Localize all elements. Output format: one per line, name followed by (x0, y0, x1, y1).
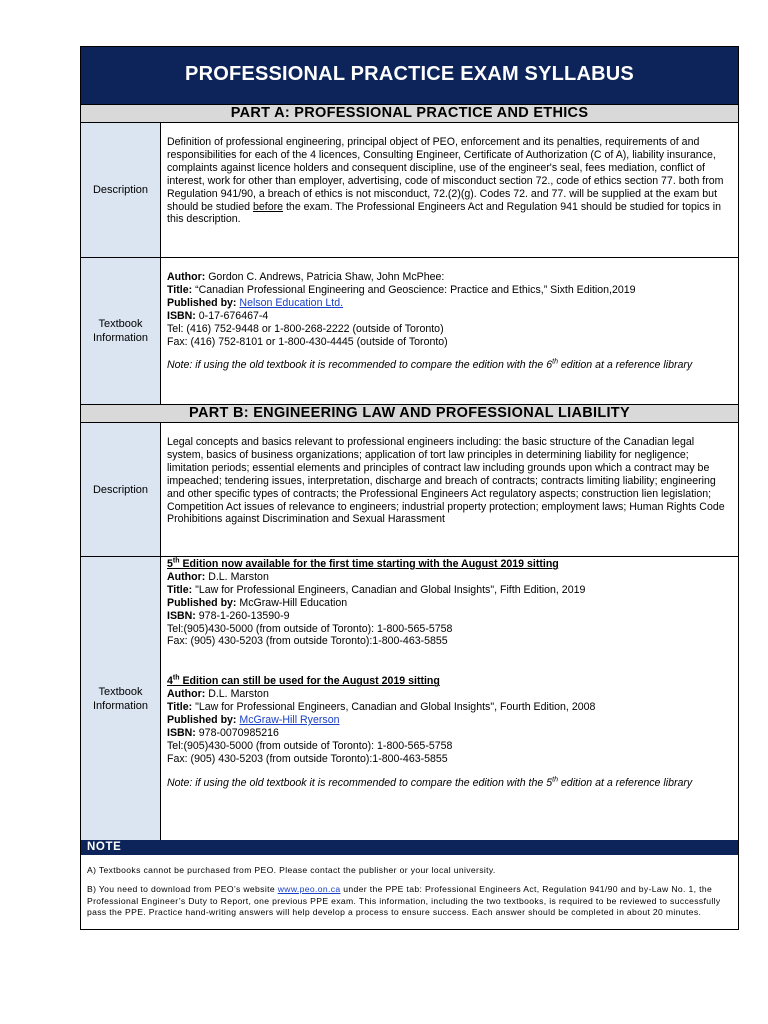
title-value: "Law for Professional Engineers, Canadian and Global Insights", Fourth Edition, 2008 (192, 701, 596, 714)
edition-note (167, 359, 732, 372)
note-item-a: A) Textbooks cannot be purchased from PEO. Please contact the publisher or your local university. (87, 865, 496, 875)
fifth-edition-heading (167, 558, 732, 571)
isbn-line (167, 727, 732, 740)
publisher-link[interactable]: McGraw-Hill Ryerson (239, 714, 340, 727)
part-b-textbook-info (161, 557, 738, 840)
part-b-header: PART B: ENGINEERING LAW AND PROFESSIONAL LIABILITY (81, 405, 738, 423)
textbook-label (81, 557, 161, 840)
author-line (167, 688, 732, 701)
part-a-header: PART A: PROFESSIONAL PRACTICE AND ETHICS (81, 104, 738, 123)
publisher-label: Published by: (167, 296, 237, 309)
note-item-b (87, 884, 732, 919)
heading-num: 4 (167, 675, 173, 688)
publisher-label: Published by: (167, 714, 237, 727)
isbn-value: 978-0070985216 (195, 726, 279, 739)
peo-website-link[interactable]: www.peo.on.ca (277, 883, 341, 894)
title-label: Title: (167, 701, 193, 714)
author-line (167, 571, 732, 584)
author-label: Author: (167, 271, 206, 283)
part-a-textbook-row (81, 258, 738, 405)
author-value: D.L. Marston (205, 570, 269, 583)
textbook-label-line2: Information (92, 332, 149, 344)
edition-note-end: edition at a reference library (557, 776, 693, 789)
author-label: Author: (167, 570, 206, 583)
fourth-edition-heading (167, 675, 732, 688)
publisher-line (167, 297, 732, 310)
textbook-label-line1: Textbook (98, 318, 143, 330)
isbn-value: 0-17-676467-4 (195, 309, 269, 322)
publisher-value: McGraw-Hill Education (236, 596, 348, 609)
edition-note-text: Note: if using the old textbook it is recommended to compare the edition with the 6 (167, 359, 553, 372)
part-b-textbook-row (81, 557, 738, 840)
title-line (167, 701, 732, 714)
note-header: NOTE (81, 840, 738, 855)
tel-line: Tel: (416) 752-9448 or 1-800-268-2222 (outside of Toronto) (167, 322, 444, 335)
edition-note-sup: th (552, 358, 558, 366)
textbook-label-line1: Textbook (98, 685, 143, 698)
isbn-label: ISBN: (167, 609, 196, 622)
note-b-text: B) You need to download from PEO’s website (87, 883, 278, 894)
author-label: Author: (167, 688, 206, 701)
title-value: “Canadian Professional Engineering and Geoscience: Practice and Ethics,” Sixth Edition,2019 (192, 283, 636, 296)
textbook-label-line2: Information (92, 699, 149, 712)
note-body (81, 855, 738, 929)
description-label: Description (81, 123, 161, 257)
part-b-description-row (81, 423, 738, 557)
edition-note-sup: th (552, 776, 558, 784)
part-b-description: Legal concepts and basics relevant to professional engineers including: the basic structure of the Canadian legal system, basics of business organizations; application of tort law principles in determining liability for negligence; limitation periods; essential elements and principles of contract law including grounds upon which a contract may be impeached; tendering issues, interpretation, discharge and breach of contracts; contracts limiting liability; engineering and other specific types of contracts; the Professional Engineers Act regulatory aspects; construction lien legislation; Competition Act issues of relevance to engineers; industrial property protection; employment laws; Human Rights Code Prohibitions against Discrimination and Sexual Harassment (167, 436, 725, 526)
title-value: "Law for Professional Engineers, Canadian and Global Insights", Fifth Edition, 2019 (192, 583, 586, 596)
part-a-description-row (81, 123, 738, 258)
fax-line: Fax: (416) 752-8101 or 1-800-430-4445 (outside of Toronto) (167, 335, 448, 348)
publisher-line (167, 714, 732, 727)
part-a-description (161, 123, 738, 257)
isbn-label: ISBN: (167, 726, 196, 739)
fax-line: Fax: (905) 430-5203 (from outside Toronto):1-800-463-5855 (167, 635, 448, 648)
syllabus-table (80, 46, 739, 930)
heading-sup: th (172, 674, 180, 682)
isbn-line (167, 610, 732, 623)
tel-line: Tel:(905)430-5000 (from outside of Toronto): 1-800-565-5758 (167, 739, 453, 752)
isbn-value: 978-1-260-13590-9 (195, 609, 290, 622)
isbn-line (167, 310, 732, 323)
author-line (167, 271, 732, 284)
description-text-end: the exam. The Professional Engineers Act and Regulation 941 should be studied for topics in this description. (167, 200, 722, 226)
isbn-label: ISBN: (167, 309, 196, 322)
publisher-line (167, 597, 732, 610)
heading-num: 5 (167, 558, 173, 570)
description-label: Description (81, 423, 161, 556)
heading-text: Edition now available for the first time starting with the August 2019 sitting (179, 558, 559, 570)
edition-note (167, 777, 732, 790)
tel-line: Tel:(905)430-5000 (from outside of Toronto): 1-800-565-5758 (167, 622, 453, 635)
heading-text: Edition can still be used for the August 2019 sitting (179, 675, 440, 688)
textbook-label (81, 258, 161, 404)
author-value: Gordon C. Andrews, Patricia Shaw, John McPhee: (205, 271, 445, 283)
title-line (167, 584, 732, 597)
title-line (167, 284, 732, 297)
author-value: D.L. Marston (205, 688, 269, 701)
publisher-link[interactable]: Nelson Education Ltd. (239, 296, 344, 309)
title-label: Title: (167, 283, 193, 296)
publisher-label: Published by: (167, 596, 237, 609)
description-text: Definition of professional engineering, principal object of PEO, enforcement and its penalties, requirements of and responsibilities for each of the 4 licences, Consulting Engineer, Certificate of Authorization (C of A), liability insurance, complaints against licence holders and consequent discipline, use of the engineer's seal, fees mediation, conflict of interest, work for other than employer, advertising, code of misconduct section 72., code of ethics section 77. both from Regulation 941/90, a breach of ethics is not misconduct, 72.(2)(g). Codes 72. and 77. will be supplied at the exam but should be studied (167, 136, 724, 213)
note-b-text-end: under the PPE tab: Professional Engineers Act, Regulation 941/90 and by-Law No. 1, the Professional Engineer’s Duty to Report, one previous PPE exam. This information, including the two textbooks, is required to be reviewed to successfully pass the PPE. Practice hand-writing answers will help develop a process to ensure success. Each answer should be completed in about 20 minutes. (87, 883, 721, 918)
title-label: Title: (167, 583, 193, 596)
page-title: PROFESSIONAL PRACTICE EXAM SYLLABUS (81, 47, 738, 102)
edition-note-end: edition at a reference library (557, 359, 693, 372)
edition-note-text: Note: if using the old textbook it is recommended to compare the edition with the 5 (167, 776, 553, 789)
fax-line: Fax: (905) 430-5203 (from outside Toronto):1-800-463-5855 (167, 752, 448, 765)
heading-sup: th (172, 557, 180, 565)
description-underlined: before (253, 200, 284, 213)
part-a-textbook-info (161, 258, 738, 404)
